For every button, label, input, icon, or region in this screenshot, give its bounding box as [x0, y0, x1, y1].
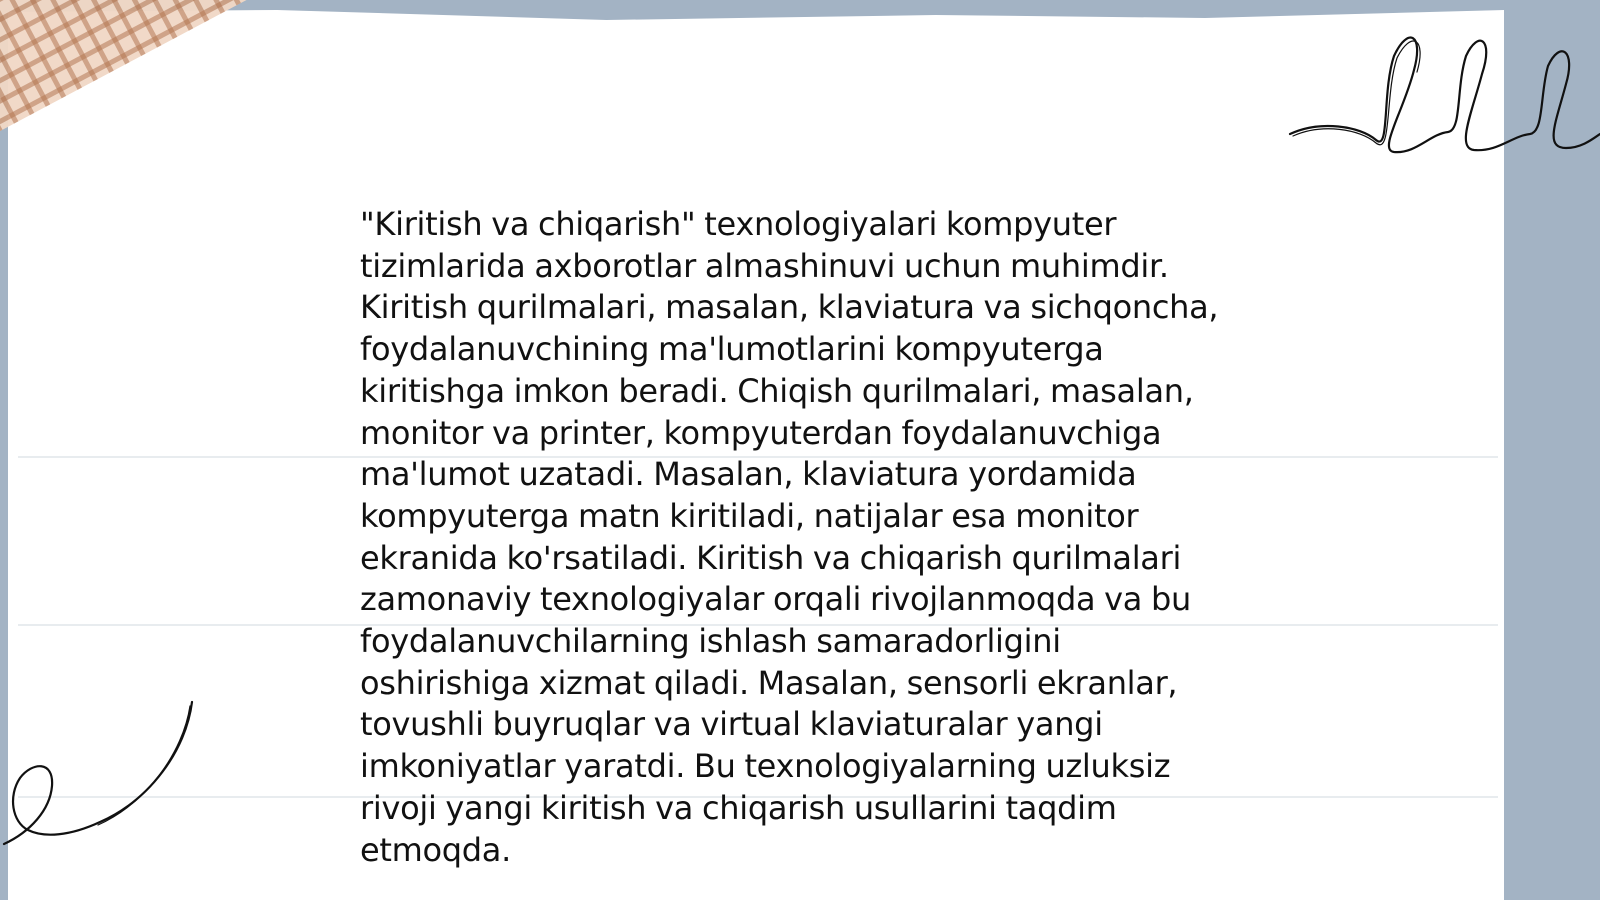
loop-scribble-top-right — [1290, 30, 1600, 170]
slide-body-text: "Kiritish va chiqarish" texnologiyalari kompyuter tizimlarida axborotlar almashinuvi uchun muhimdir. Kiritish qurilmalari, masalan, klaviatura va sichqoncha, foydalanuvchining ma'lumotlarini kompyuterga kiritishga imkon beradi. Chiqish qurilmalari, masalan, monitor va printer, kompyuterdan foydalanuvchiga ma'lumot uzatadi. Masalan, klaviatura yordamida kompyuterga matn kiritiladi, natijalar esa monitor ekranida ko'rsatiladi. Kiritish va chiqarish qurilmalari zamonaviy texnologiyalar orqali rivojlanmoqda va bu foydalanuvchilarning ishlash samaradorligini oshirishiga xizmat qiladi. Masalan, sensorli ekranlar, tovushli buyruqlar va virtual klaviaturalar yangi imkoniyatlar yaratdi. Bu texnologiyalarning uzluksiz rivoji yangi kiritish va chiqarish usullarini taqdim etmoqda. — [360, 205, 1219, 869]
loop-scribble-bottom-left — [0, 700, 200, 850]
